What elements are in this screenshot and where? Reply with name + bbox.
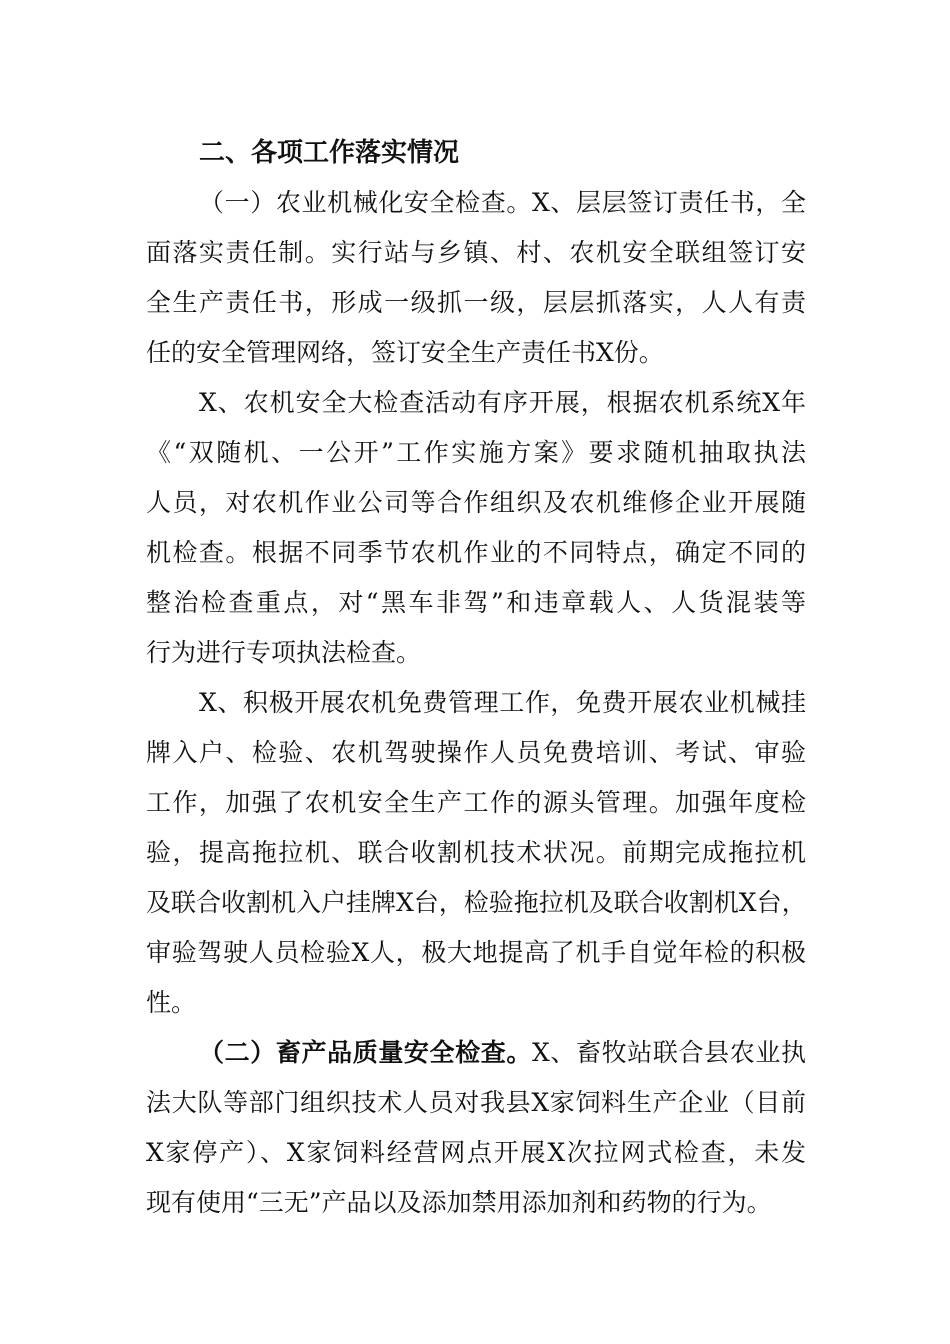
paragraph-line: 行为进行专项执法检查。 bbox=[146, 638, 422, 667]
paragraph-line: X、积极开展农机免费管理工作，免费开展农业机械挂 bbox=[199, 688, 806, 717]
paragraph-line: 全生产责任书，形成一级抓一级，层层抓落实，人人有责 bbox=[146, 288, 806, 317]
paragraph-line: 及联合收割机入户挂牌X台，检验拖拉机及联合收割机X台， bbox=[146, 888, 807, 917]
paragraph-line: X家停产）、X家饲料经营网点开展X次拉网式检查，未发 bbox=[146, 1138, 806, 1167]
paragraph-line: 机检查。根据不同季节农机作业的不同特点，确定不同的 bbox=[146, 538, 806, 567]
section-heading: 二、各项工作落实情况 bbox=[199, 138, 460, 168]
subsection-heading: （二）畜产品质量安全检查。 bbox=[199, 1038, 533, 1067]
paragraph-line: 法大队等部门组织技术人员对我县X家饲料生产企业（目前 bbox=[146, 1088, 806, 1117]
paragraph-line: 《“双随机、一公开”工作实施方案》要求随机抽取执法 bbox=[146, 438, 806, 467]
document-page bbox=[146, 128, 806, 1228]
paragraph-line: 现有使用“三无”产品以及添加禁用添加剂和药物的行为。 bbox=[146, 1188, 772, 1217]
paragraph-line-lead bbox=[146, 1028, 806, 1078]
paragraph-line: 整治检查重点，对“黑车非驾”和违章载人、人货混装等 bbox=[146, 588, 806, 617]
paragraph-line: 人员，对农机作业公司等合作组织及农机维修企业开展随 bbox=[146, 488, 806, 517]
paragraph-line: 性。 bbox=[146, 988, 197, 1017]
paragraph-line: 任的安全管理网络，签订安全生产责任书X份。 bbox=[146, 338, 664, 367]
paragraph-line: X、农机安全大检查活动有序开展，根据农机系统X年 bbox=[199, 388, 806, 417]
paragraph-4 bbox=[146, 1028, 806, 1228]
paragraph-line-text: X、畜牧站联合县农业执 bbox=[532, 1038, 806, 1067]
paragraph-2 bbox=[146, 378, 806, 678]
paragraph-line: （一）农业机械化安全检查。X、层层签订责任书，全 bbox=[199, 188, 806, 217]
paragraph-line: 牌入户、检验、农机驾驶操作人员免费培训、考试、审验 bbox=[146, 738, 806, 767]
paragraph-line: 面落实责任制。实行站与乡镇、村、农机安全联组签订安 bbox=[146, 238, 806, 267]
paragraph-3 bbox=[146, 678, 806, 1028]
paragraph-1 bbox=[146, 178, 806, 378]
paragraph-line: 审验驾驶人员检验X人，极大地提高了机手自觉年检的积极 bbox=[146, 938, 806, 967]
paragraph-line: 工作，加强了农机安全生产工作的源头管理。加强年度检 bbox=[146, 788, 806, 817]
paragraph-line: 验，提高拖拉机、联合收割机技术状况。前期完成拖拉机 bbox=[146, 838, 806, 867]
